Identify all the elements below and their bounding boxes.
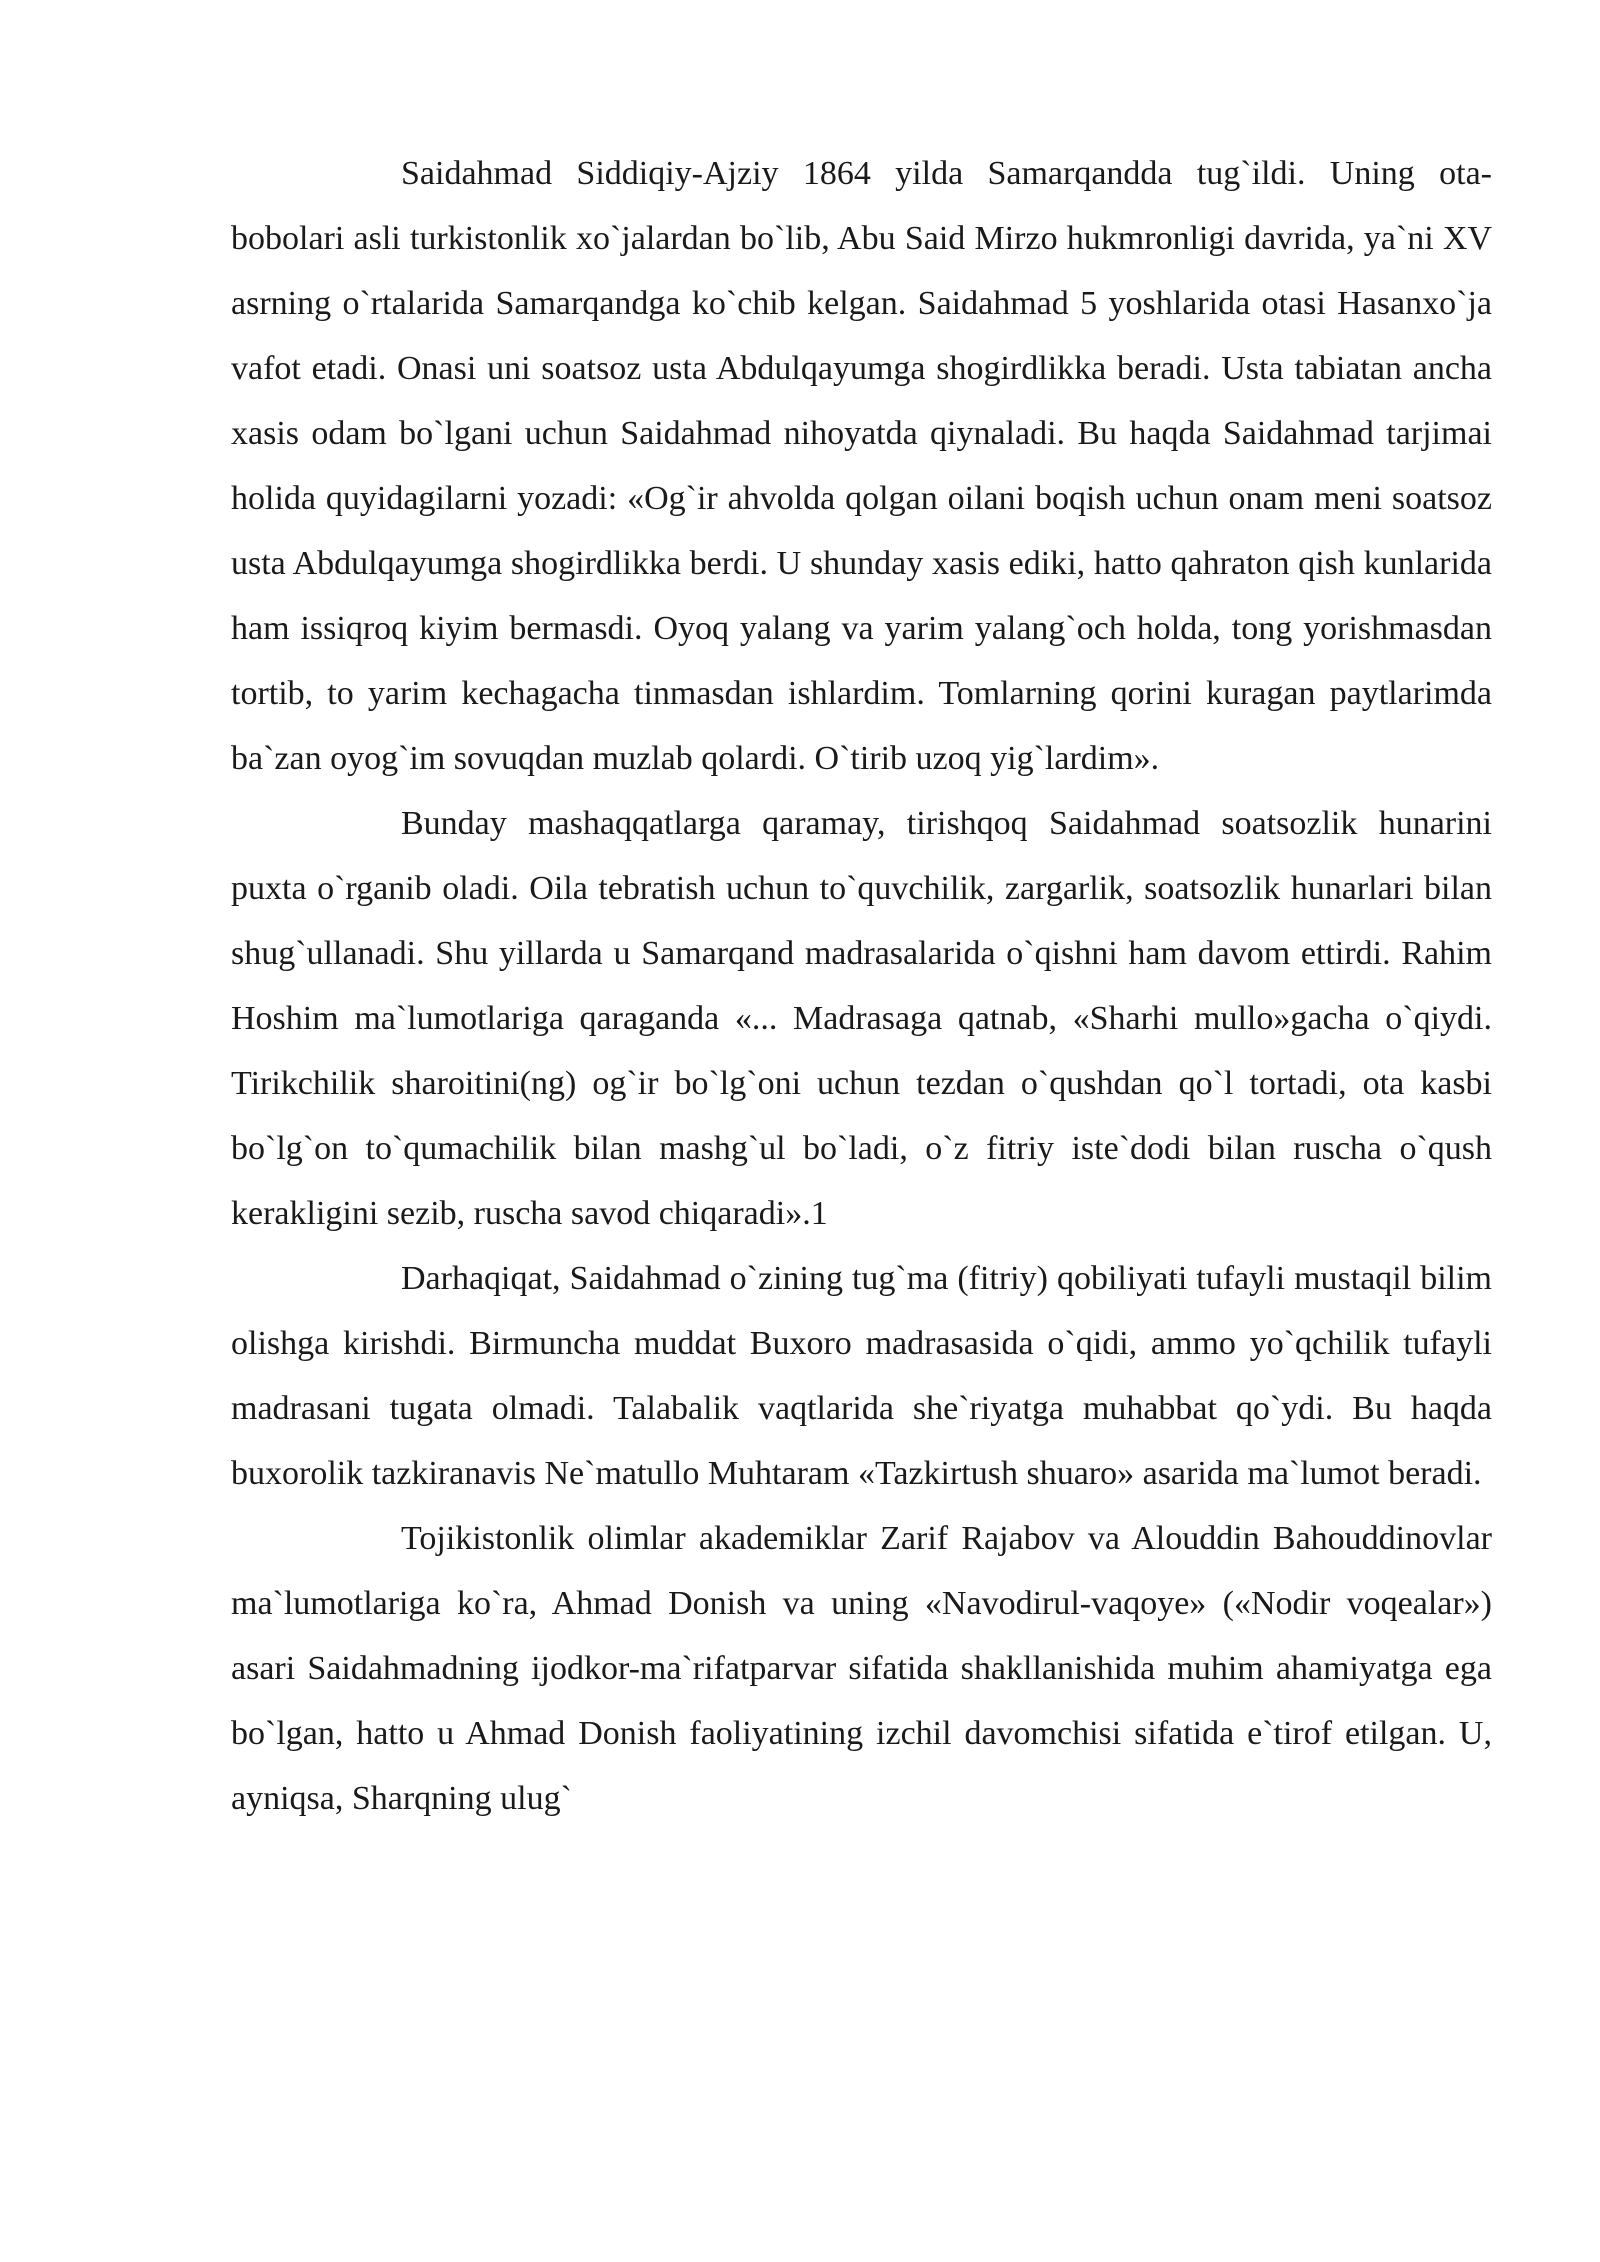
paragraph-1: Saidahmad Siddiqiy-Ajziy 1864 yilda Samarqandda tug`ildi. Uning ota-bobolari asli turkistonlik xo`jalardan bo`lib, Abu Said Mirzo hukmronligi davrida, ya`ni XV asrning o`rtalarida Samarqandga ko`chib kelgan. Saidahmad 5 yoshlarida otasi Hasanxo`ja vafot etadi. Onasi uni soatsoz usta Abdulqayumga shogirdlikka beradi. Usta tabiatan ancha xasis odam bo`lgani uchun Saidahmad nihoyatda qiynaladi. Bu haqda Saidahmad tarjimai holida quyidagilarni yozadi: «Og`ir ahvolda qolgan oilani boqish uchun onam meni soatsoz usta Abdulqayumga shogirdlikka berdi. U shunday xasis ediki, hatto qahraton qish kunlarida ham issiqroq kiyim bermasdi. Oyoq yalang va yarim yalang`och holda, tong yorishmasdan tortib, to yarim kechagacha tinmasdan ishlardim. Tomlarning qorini kuragan paytlarimda ba`zan oyog`im sovuqdan muzlab qolardi. O`tirib uzoq yig`lardim». <box>231 155 1492 777</box>
paragraph-3: Darhaqiqat, Saidahmad o`zining tug`ma (fitriy) qobiliyati tufayli mustaqil bilim olishga kirishdi. Birmuncha muddat Buxoro madrasasida o`qidi, ammo yo`qchilik tufayli madrasani tugata olmadi. Talabalik vaqtlarida she`riyatga muhabbat qo`ydi. Bu haqda buxorolik tazkiranavis Ne`matullo Muhtaram «Tazkirtush shuaro» asarida ma`lumot beradi. <box>231 1260 1492 1492</box>
paragraph-4: Tojikistonlik olimlar akademiklar Zarif Rajabov va Alouddin Bahouddinovlar ma`lumotlariga ko`ra, Ahmad Donish va uning «Navodirul-vaqoye» («Nodir voqealar») asari Saidahmadning ijodkor-ma`rifatparvar sifatida shakllanishida muhim ahamiyatga ega bo`lgan, hatto u Ahmad Donish faoliyatining izchil davomchisi sifatida e`tirof etilgan. U, ayniqsa, Sharqning ulug` <box>231 1520 1492 1817</box>
paragraph-2: Bunday mashaqqatlarga qaramay, tirishqoq Saidahmad soatsozlik hunarini puxta o`rganib oladi. Oila tebratish uchun to`quvchilik, zargarlik, soatsozlik hunarlari bilan shug`ullanadi. Shu yillarda u Samarqand madrasalarida o`qishni ham davom ettirdi. Rahim Hoshim ma`lumotlariga qaraganda «... Madrasaga qatnab, «Sharhi mullo»gacha o`qiydi. Tirikchilik sharoitini(ng) og`ir bo`lg`oni uchun tezdan o`qushdan qo`l tortadi, ota kasbi bo`lg`on to`qumachilik bilan mashg`ul bo`ladi, o`z fitriy iste`dodi bilan ruscha o`qush kerakligini sezib, ruscha savod chiqaradi».1 <box>231 805 1492 1232</box>
document-body <box>231 141 1492 1831</box>
